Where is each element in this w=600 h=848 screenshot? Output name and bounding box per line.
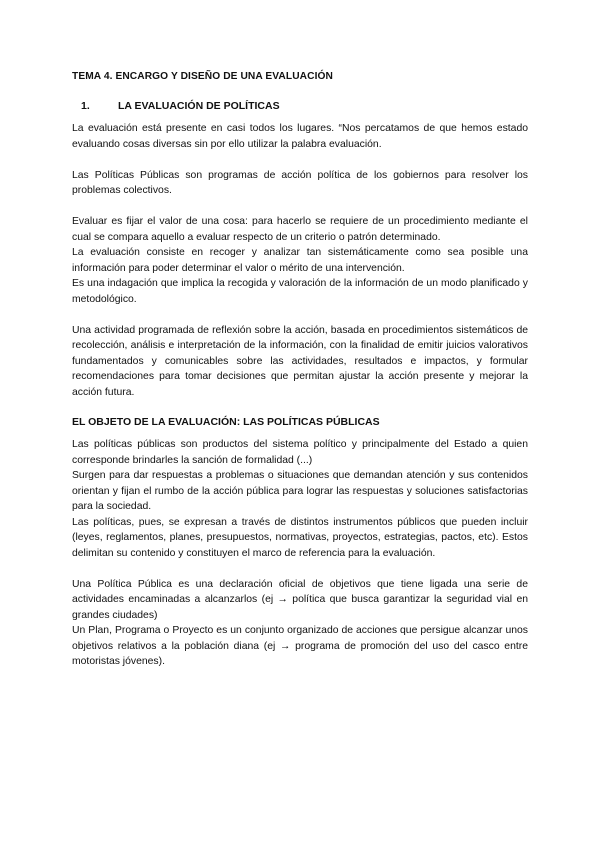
paragraph: Surgen para dar respuestas a problemas o situaciones que demandan atención y sus contenidos orientan y fijan el rumbo de la acción pública para lograr las respuestas y soluciones satisfactorias para la sociedad. (72, 470, 528, 512)
section-number: 1. (81, 100, 90, 112)
paragraph: Las políticas públicas son productos del sistema político y principalmente del Estado a quien corresponde brindarles la sanción de formalidad (...) (72, 439, 528, 466)
paragraph: Las Políticas Públicas son programas de acción política de los gobiernos para resolver los problemas colectivos. (72, 169, 528, 196)
paragraph: La evaluación está presente en casi todos los lugares. “Nos percatamos de que hemos estado evaluando cosas diversas sin por ello utilizar la palabra evaluación. (72, 123, 528, 150)
paragraph: Las políticas, pues, se expresan a través de distintos instrumentos públicos que pueden incluir (leyes, reglamentos, planes, presupuestos, normativas, proyectos, estrategias, pactos, etc). Estos delimitan su contenido y constituyen el marco de referencia para la evaluación. (72, 516, 528, 559)
paragraph: Una actividad programada de reflexión sobre la acción, basada en procedimientos sistemáticos de recolección, análisis e interpretación de la información, con la finalidad de emitir juicios valorativos fundamentados y comunicables sobre las actividades, resultados e impactos, y formular recomendaciones para tomar decisiones que permitan ajustar la acción presente y mejorar la acción futura. (72, 324, 528, 398)
paragraph: Una Política Pública es una declaración oficial de objetivos que tiene ligada una serie de actividades encaminadas a alcanzarlos (ej → política que busca garantizar la seguridad vial en grandes ciudades) (72, 578, 528, 621)
paragraph: Evaluar es fijar el valor de una cosa: para hacerlo se requiere de un procedimiento mediante el cual se compara aquello a evaluar respecto de un criterio o patrón determinado. (72, 216, 528, 243)
section-heading-1 (72, 99, 528, 113)
section-heading-text: LA EVALUACIÓN DE POLÍTICAS (118, 100, 280, 112)
document-title: TEMA 4. ENCARGO Y DISEÑO DE UNA EVALUACIÓN (72, 71, 333, 82)
section-heading-2: EL OBJETO DE LA EVALUACIÓN: LAS POLÍTICAS PÚBLICAS (72, 416, 380, 428)
paragraph: Es una indagación que implica la recogida y valoración de la información de un modo planificado y metodológico. (72, 278, 528, 305)
paragraph: La evaluación consiste en recoger y analizar tan sistemáticamente como sea posible una información para poder determinar el valor o mérito de una intervención. (72, 247, 528, 274)
paragraph: Un Plan, Programa o Proyecto es un conjunto organizado de acciones que persigue alcanzar unos objetivos relativos a la población diana (ej → programa de promoción del uso del casco entre motoristas jóvenes). (72, 625, 528, 667)
